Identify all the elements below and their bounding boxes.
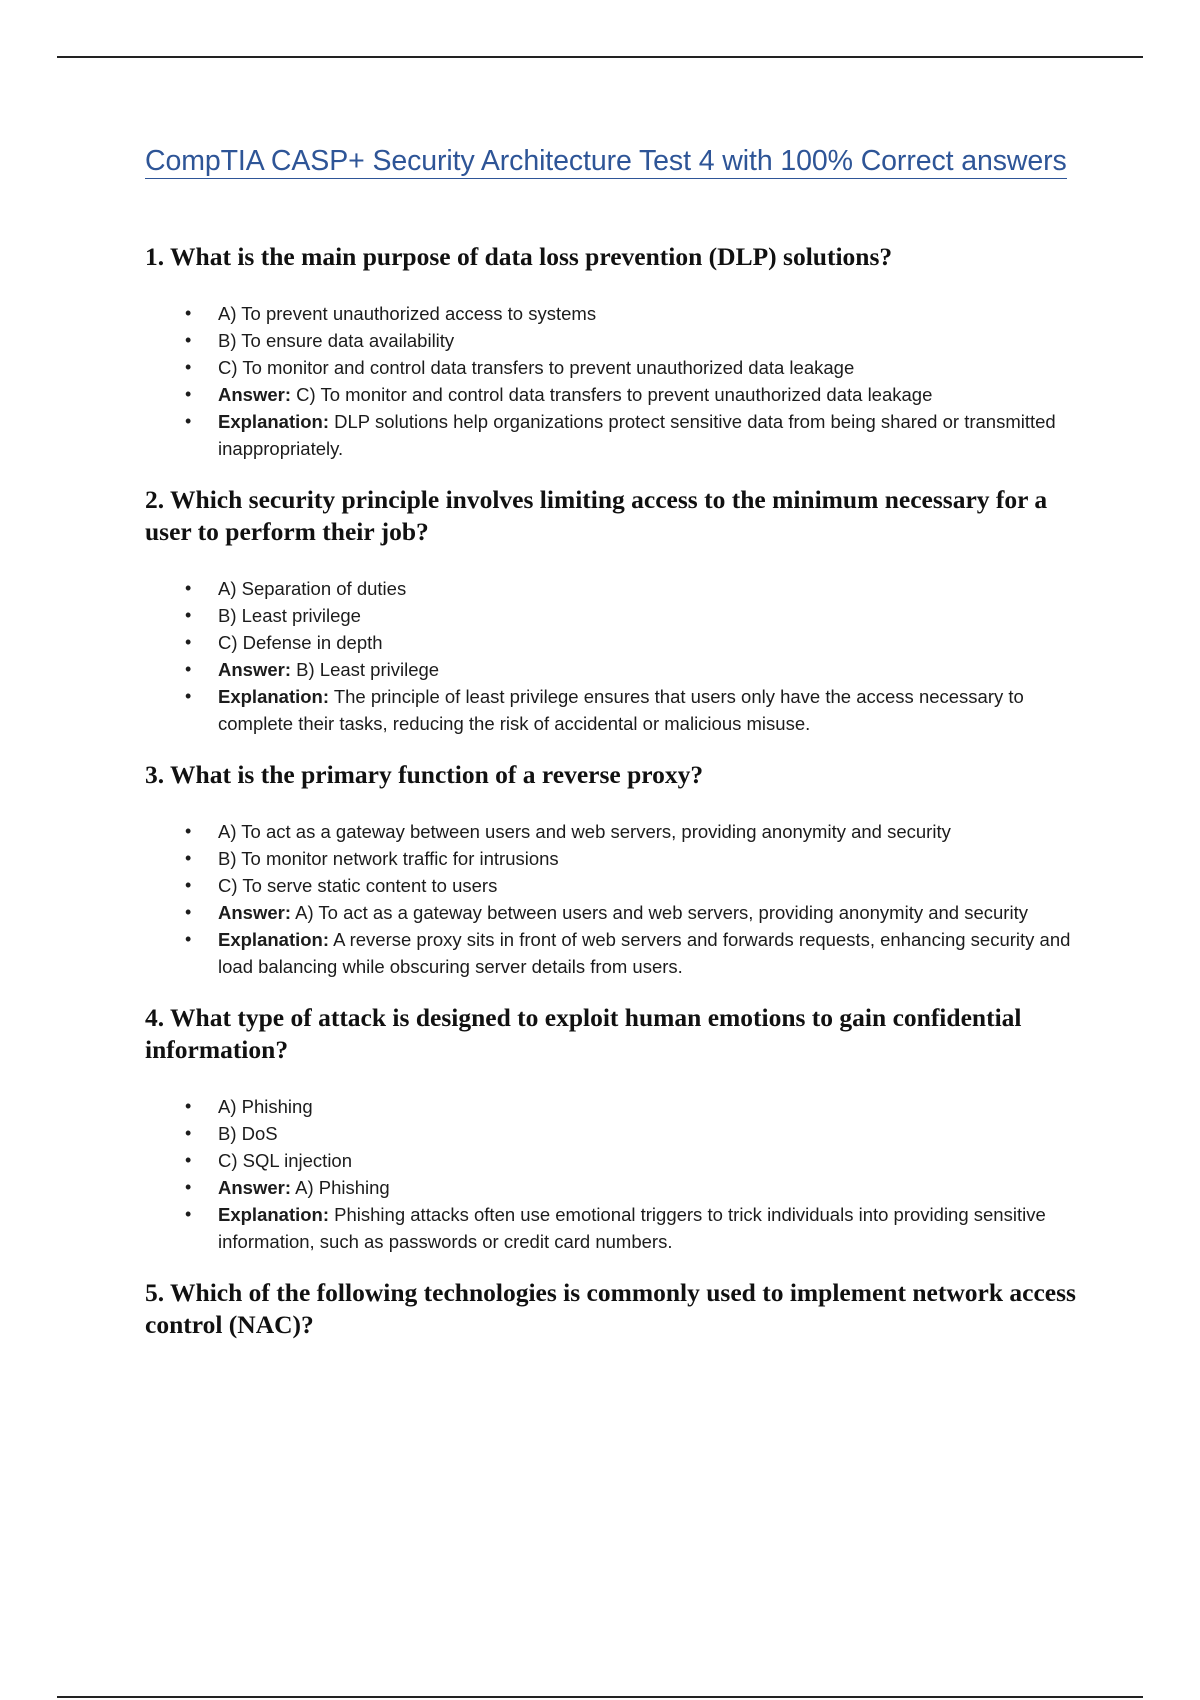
option-c: • C) To serve static content to users bbox=[145, 872, 1090, 899]
bullet-icon: • bbox=[185, 875, 192, 895]
bullet-icon: • bbox=[185, 686, 192, 706]
bullet-icon: • bbox=[185, 902, 192, 922]
explanation-item bbox=[145, 683, 1090, 737]
bullet-icon: • bbox=[185, 303, 192, 323]
explanation-text: A reverse proxy sits in front of web servers and forwards requests, enhancing security and load balancing while obscuring server details from users. bbox=[218, 929, 1071, 977]
question-1 bbox=[145, 241, 1090, 462]
option-list bbox=[145, 300, 1090, 462]
option-a: • A) Phishing bbox=[145, 1093, 1090, 1120]
header-rule bbox=[57, 56, 1143, 58]
bullet-icon: • bbox=[185, 411, 192, 431]
option-a: • A) Separation of duties bbox=[145, 575, 1090, 602]
bullet-icon: • bbox=[185, 1123, 192, 1143]
option-b: • B) To ensure data availability bbox=[145, 327, 1090, 354]
bullet-icon: • bbox=[185, 659, 192, 679]
answer-text: B) Least privilege bbox=[291, 659, 440, 680]
explanation-text: The principle of least privilege ensures that users only have the access necessary to complete their tasks, reducing the risk of accidental or malicious misuse. bbox=[218, 686, 1024, 734]
bullet-icon: • bbox=[185, 357, 192, 377]
option-c: • C) Defense in depth bbox=[145, 629, 1090, 656]
answer-label: Answer: bbox=[218, 659, 291, 680]
explanation-item bbox=[145, 408, 1090, 462]
explanation-item bbox=[145, 1201, 1090, 1255]
explanation-label: Explanation: bbox=[218, 686, 330, 707]
bullet-icon: • bbox=[185, 605, 192, 625]
explanation-label: Explanation: bbox=[218, 411, 330, 432]
answer-text: C) To monitor and control data transfers to prevent unauthorized data leakage bbox=[291, 384, 933, 405]
option-list bbox=[145, 818, 1090, 980]
question-4 bbox=[145, 1002, 1090, 1255]
question-heading: 5. Which of the following technologies is commonly used to implement network access control (NAC)? bbox=[145, 1278, 1076, 1339]
explanation-text: DLP solutions help organizations protect sensitive data from being shared or transmitted inappropriately. bbox=[218, 411, 1056, 459]
question-2 bbox=[145, 484, 1090, 737]
answer-label: Answer: bbox=[218, 384, 291, 405]
bullet-icon: • bbox=[185, 1177, 192, 1197]
bullet-icon: • bbox=[185, 1150, 192, 1170]
option-b: • B) To monitor network traffic for intrusions bbox=[145, 845, 1090, 872]
option-b: • B) Least privilege bbox=[145, 602, 1090, 629]
document-title: CompTIA CASP+ Security Architecture Test 4 with 100% Correct answers bbox=[145, 145, 1067, 177]
answer-label: Answer: bbox=[218, 1177, 291, 1198]
document-body bbox=[145, 145, 1090, 1341]
bullet-icon: • bbox=[185, 632, 192, 652]
question-3 bbox=[145, 759, 1090, 980]
answer-text: A) Phishing bbox=[291, 1177, 390, 1198]
explanation-label: Explanation: bbox=[218, 929, 330, 950]
bullet-icon: • bbox=[185, 929, 192, 949]
bullet-icon: • bbox=[185, 1096, 192, 1116]
question-5 bbox=[145, 1277, 1090, 1341]
bullet-icon: • bbox=[185, 330, 192, 350]
answer-item bbox=[145, 899, 1090, 926]
option-c: • C) SQL injection bbox=[145, 1147, 1090, 1174]
answer-item bbox=[145, 1174, 1090, 1201]
bullet-icon: • bbox=[185, 848, 192, 868]
question-heading: 4. What type of attack is designed to exploit human emotions to gain confidential information? bbox=[145, 1003, 1022, 1064]
answer-text: A) To act as a gateway between users and web servers, providing anonymity and security bbox=[291, 902, 1028, 923]
option-a: • A) To prevent unauthorized access to systems bbox=[145, 300, 1090, 327]
explanation-text: Phishing attacks often use emotional triggers to trick individuals into providing sensitive information, such as passwords or credit card numbers. bbox=[218, 1204, 1046, 1252]
question-heading: 1. What is the main purpose of data loss prevention (DLP) solutions? bbox=[145, 242, 893, 271]
bullet-icon: • bbox=[185, 578, 192, 598]
option-list bbox=[145, 1093, 1090, 1255]
option-a: • A) To act as a gateway between users and web servers, providing anonymity and security bbox=[145, 818, 1090, 845]
answer-item bbox=[145, 381, 1090, 408]
bullet-icon: • bbox=[185, 384, 192, 404]
question-heading: 3. What is the primary function of a reverse proxy? bbox=[145, 760, 704, 789]
question-heading: 2. Which security principle involves limiting access to the minimum necessary for a user to perform their job? bbox=[145, 485, 1048, 546]
bullet-icon: • bbox=[185, 821, 192, 841]
explanation-label: Explanation: bbox=[218, 1204, 330, 1225]
option-c: • C) To monitor and control data transfers to prevent unauthorized data leakage bbox=[145, 354, 1090, 381]
option-b: • B) DoS bbox=[145, 1120, 1090, 1147]
explanation-item bbox=[145, 926, 1090, 980]
answer-item bbox=[145, 656, 1090, 683]
option-list bbox=[145, 575, 1090, 737]
answer-label: Answer: bbox=[218, 902, 291, 923]
footer-rule bbox=[57, 1696, 1143, 1698]
bullet-icon: • bbox=[185, 1204, 192, 1224]
